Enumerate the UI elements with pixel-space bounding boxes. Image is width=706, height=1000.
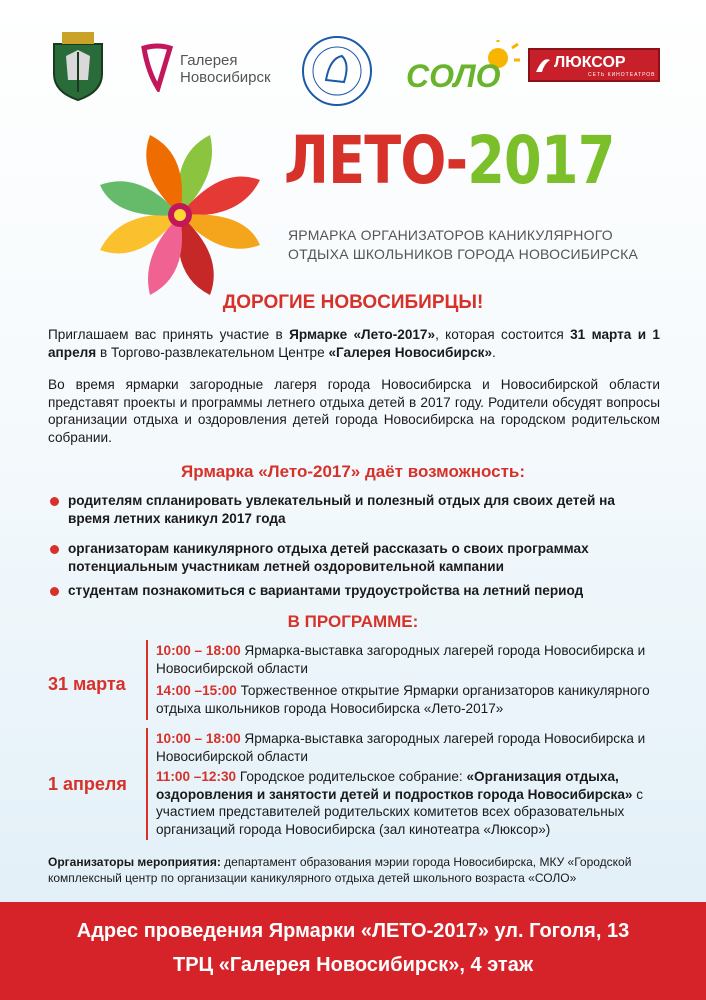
event-time: 14:00 –15:00	[156, 683, 237, 698]
opportunity-heading: Ярмарка «Лето-2017» даёт возможность:	[180, 462, 526, 481]
footer-line-1: Адрес проведения Ярмарки «ЛЕТО-2017» ул. Гоголя, 13	[76, 920, 630, 942]
event-text: Ярмарка-выставка загородных лагерей города Новосибирска и Новосибирской области	[156, 731, 646, 764]
event-rest-text: с участием представителей родительских комитетов всех образовательных организаций города Новосибирска (зал кинотеатра «Люксор»)	[156, 786, 644, 837]
footer-line-2: ТРЦ «Галерея Новосибирск», 4 этаж	[172, 954, 534, 976]
title-leto: ЛЕТО	[284, 122, 446, 199]
intro-b3: «Галерея Новосибирск»	[328, 344, 493, 360]
greeting-heading: ДОРОГИЕ НОВОСИБИРЦЫ!	[222, 292, 484, 313]
event-text: Торжественное открытие Ярмарки организаторов каникулярного отдыха школьников города Новосибирска «Лето-2017»	[156, 683, 650, 716]
event-time: 11:00 –12:30	[156, 769, 237, 784]
intro-t4: .	[492, 344, 496, 360]
solo-logo	[398, 40, 520, 100]
intro-b2: 31 марта и 1 апреля	[48, 327, 660, 360]
program-heading: В ПРОГРАММЕ:	[287, 612, 419, 631]
city-crest-icon	[48, 30, 108, 102]
luxor-logo-subtext: СЕТЬ КИНОТЕАТРОВ	[588, 72, 656, 78]
day-2-divider	[146, 728, 148, 840]
event-time: 10:00 – 18:00	[156, 731, 241, 746]
list-item	[68, 540, 658, 575]
organizers-note	[48, 854, 668, 886]
organizers-label: Организаторы мероприятия:	[48, 855, 221, 869]
event-bold-text: «Организация отдыха, оздоровления и занятости детей и подростков города Новосибирска»	[156, 769, 633, 802]
luxor-logo-text: ЛЮКСОР	[554, 54, 626, 71]
intro-t3: в Торгово-развлекательном Центре	[96, 344, 329, 360]
luxor-logo	[528, 48, 660, 82]
pinwheel-flower-icon	[90, 130, 270, 300]
day-2-event-2	[156, 768, 676, 838]
bullet-text: организаторам каникулярного отдыха детей рассказать о своих программах потенциальным участникам летней оздоровительной кампании	[68, 541, 589, 574]
bullet-text: родителям спланировать увлекательный и полезный отдых для своих детей на время летних каникул 2017 года	[68, 493, 615, 526]
event-text: Ярмарка-выставка загородных лагерей города Новосибирска и Новосибирской области	[156, 643, 646, 676]
day-2-event-1	[156, 730, 676, 765]
intro-t2: , которая состоится	[435, 327, 571, 342]
solo-logo-text: СОЛО	[406, 58, 501, 94]
bullet-dot-icon	[50, 545, 59, 554]
intro-paragraph	[48, 326, 660, 361]
day-1-date: 31 марта	[48, 674, 126, 694]
title-dash: -	[445, 122, 468, 199]
title-year: 2017	[467, 122, 615, 199]
page-title	[284, 122, 615, 199]
day-1-event-1	[156, 642, 676, 677]
organizers-text: департамент образования мэрии города Новосибирска, МКУ «Городской комплексный центр по организации каникулярного отдыха детей школьного возраста «СОЛО»	[48, 855, 632, 885]
list-item	[68, 582, 658, 600]
event-text: Городское родительское собрание:	[236, 769, 467, 784]
sponsor-logos	[0, 30, 706, 110]
description-paragraph: Во время ярмарки загородные лагеря города Новосибирска и Новосибирской области представят проекты и программы летнего отдыха детей в 2017 году. Родители обсудят вопросы организации отдыха и оздоровления детей города Новосибирска на городском родительском собрании.	[48, 377, 660, 445]
bullet-dot-icon	[50, 587, 59, 596]
luxor-bird-icon	[534, 54, 552, 76]
bullet-text: студентам познакомиться с вариантами трудоустройства на летний период	[68, 583, 584, 598]
day-1-divider	[146, 640, 148, 720]
intro-t1: Приглашаем вас принять участие в	[48, 327, 290, 342]
galereya-logo-text: Галерея Новосибирск	[180, 52, 271, 86]
bullet-dot-icon	[50, 497, 59, 506]
day-1-event-2	[156, 682, 676, 717]
day-2-date: 1 апреля	[48, 774, 127, 794]
event-time: 10:00 – 18:00	[156, 643, 241, 658]
address-footer	[0, 902, 706, 1000]
galereya-mark-icon	[140, 42, 176, 92]
page-subtitle	[288, 226, 638, 264]
list-item	[68, 492, 658, 527]
union-seal-icon	[300, 34, 374, 108]
intro-b1: Ярмарке «Лето-2017»	[289, 327, 436, 342]
galereya-logo	[140, 40, 300, 100]
subtitle-line-2: ОТДЫХА ШКОЛЬНИКОВ ГОРОДА НОВОСИБИРСКА	[288, 246, 639, 262]
subtitle-line-1: ЯРМАРКА ОРГАНИЗАТОРОВ КАНИКУЛЯРНОГО	[288, 227, 613, 243]
